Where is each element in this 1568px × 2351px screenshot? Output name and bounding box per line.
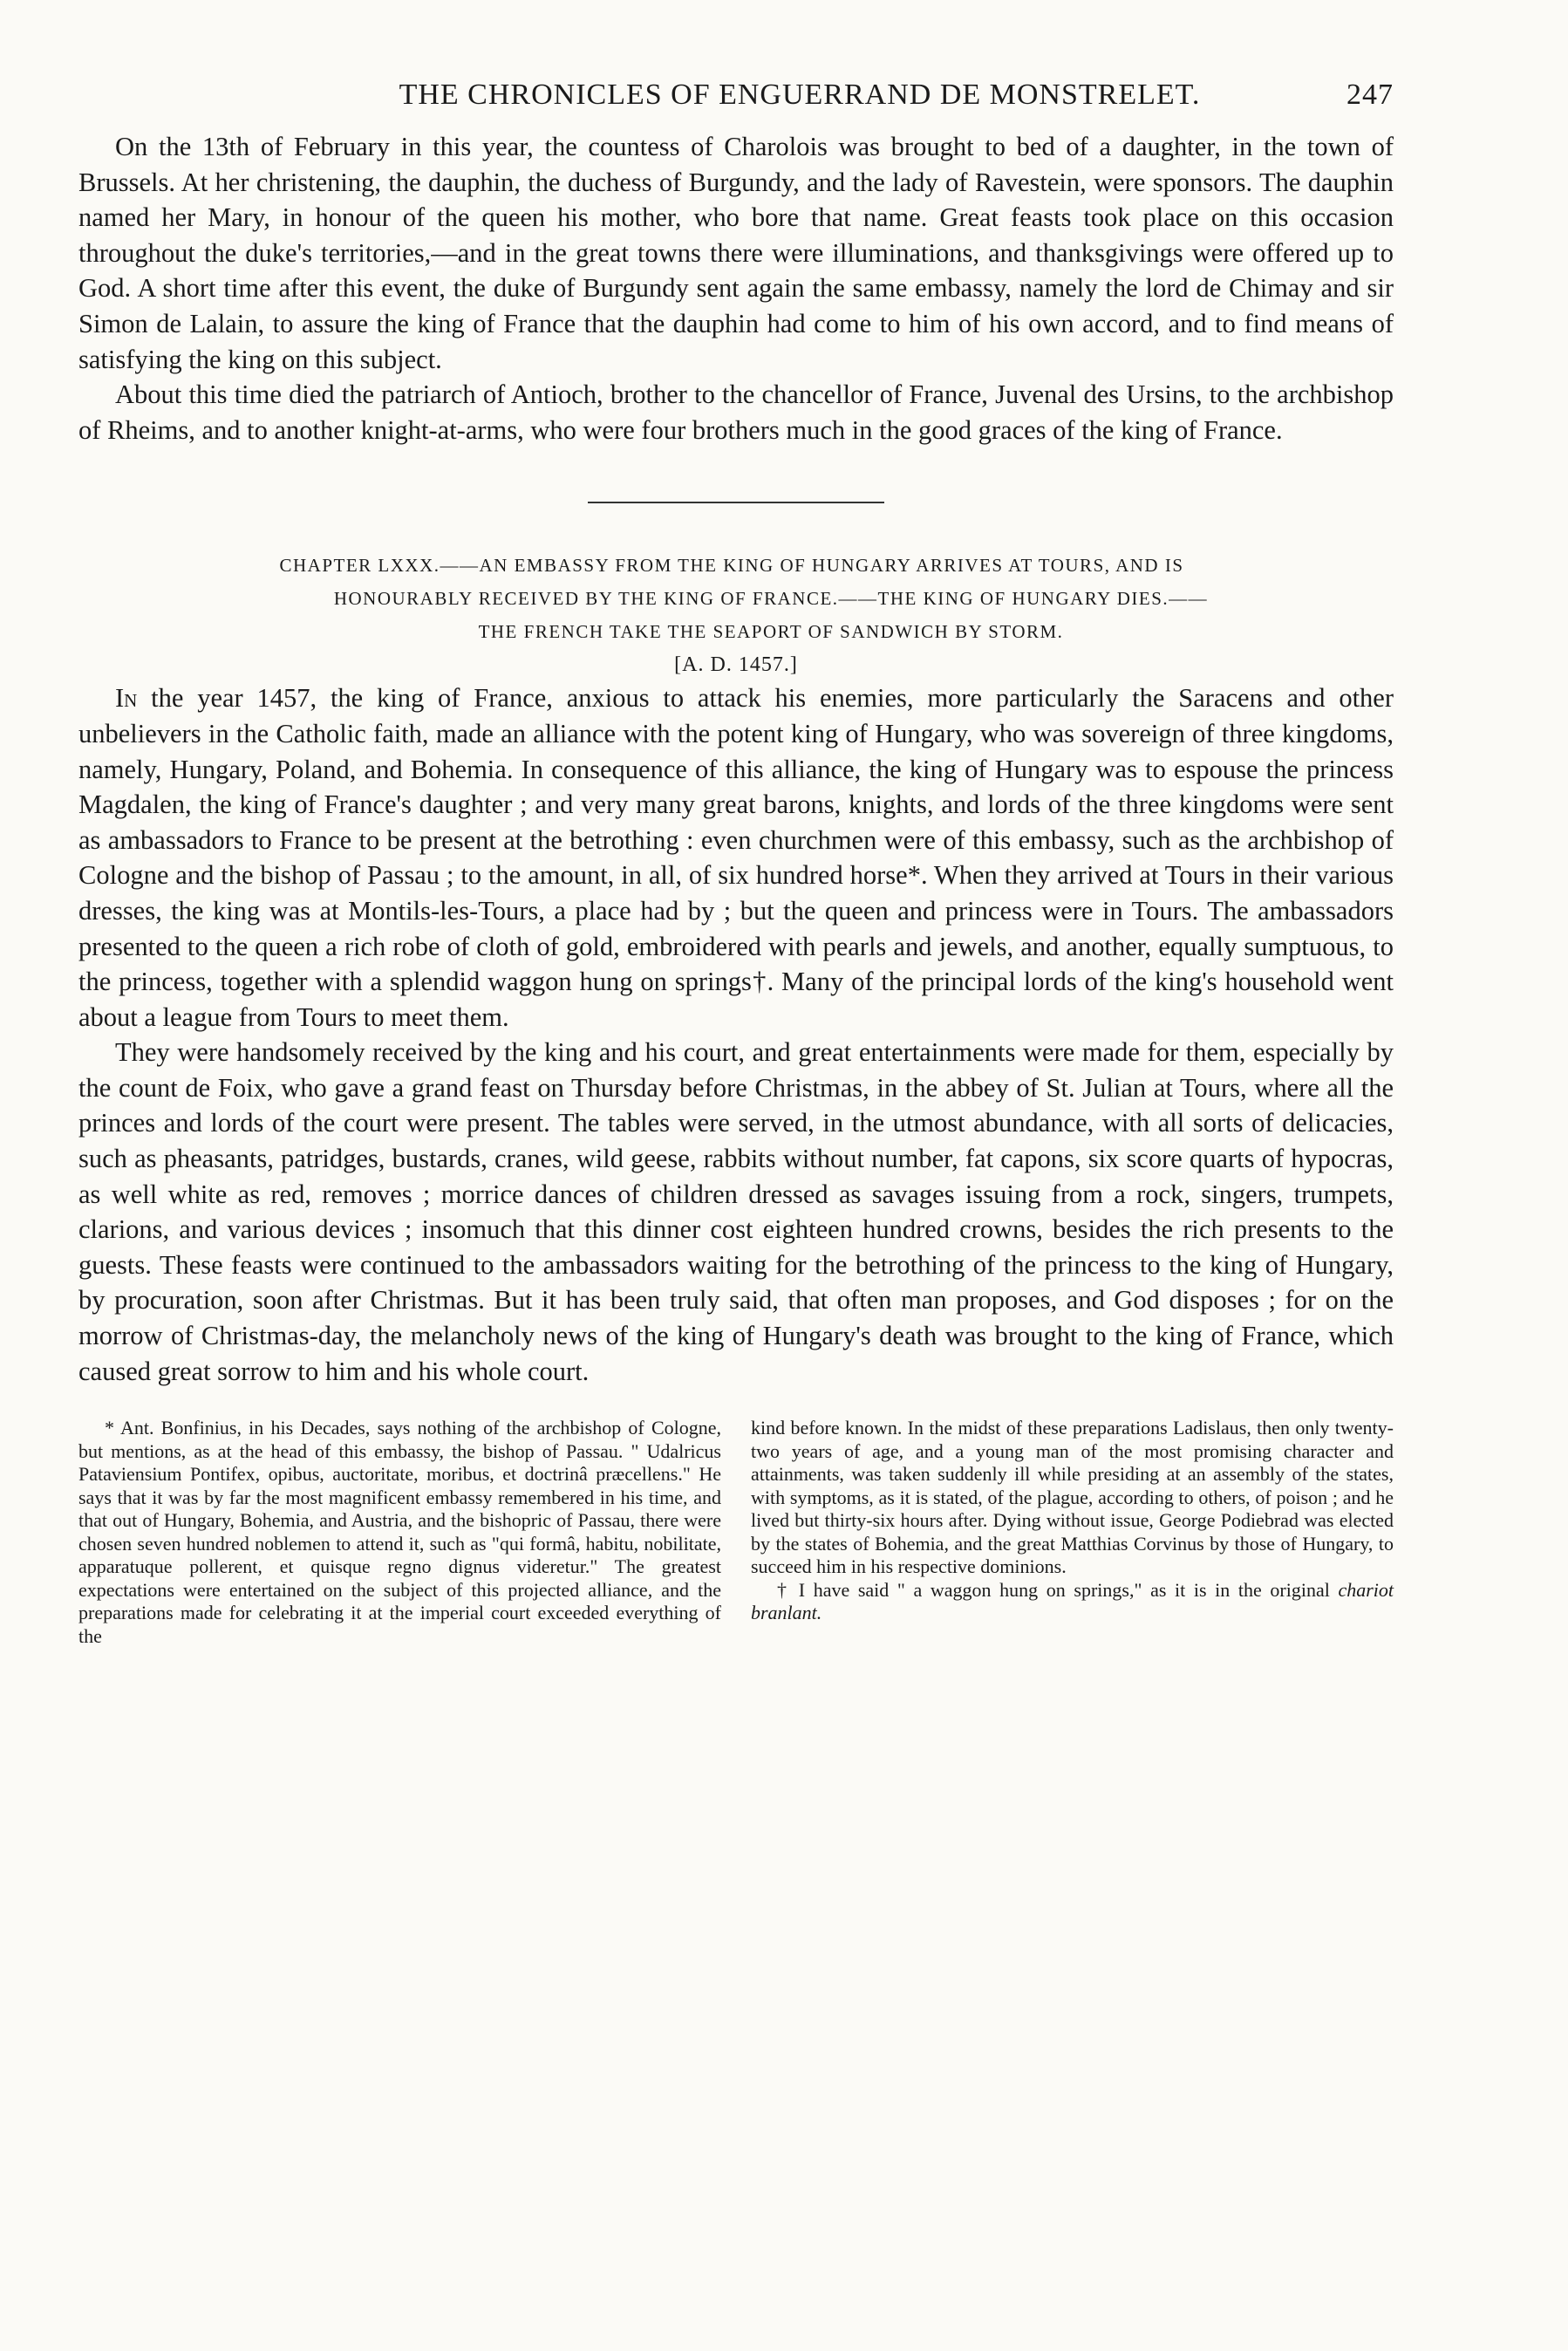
footnote-2 [751,1579,1394,1625]
running-head [253,79,1394,120]
footnote-1-continued: kind before known. In the midst of these preparations Ladislaus, then only twenty-two years of age, and a young man of the most promising character and attainments, was taken suddenly ill while presiding at an assembly of the states, with symptoms, as it is stated, of the plague, according to others, of poison ; and he lived but thirty-six hours after. Dying without issue, George Podiebrad was elected by the states of Bohemia, and the great Matthias Corvinus by those of Hungary, to succeed him in his respective dominions. [751,1417,1394,1578]
chapter-date: [A. D. 1457.] [674,653,798,677]
footnotes-left-column [78,1417,721,1648]
footnotes [78,1417,1394,1648]
chapter-paragraph-2: They were handsomely received by the king and his court, and great entertainments were made for them, especially by the count de Foix, who gave a grand feast on Thursday before Christmas, in the abbey of St. Julian at Tours, where all the princes and lords of the court were present. The tables were served, in the utmost abundance, with all sorts of delicacies, such as pheasants, patridges, bustards, cranes, wild geese, rabbits without number, fat capons, six score quarts of hypocras, as well white as red, removes ; morrice dances of children dressed as savages issuing from a rock, singers, trumpets, clarions, and various devices ; insomuch that this dinner cost eighteen hundred crowns, besides the rich presents to the guests. These feasts were continued to the ambassadors waiting for the betrothing of the princess to the king of Hungary, by procuration, soon after Christmas. But it has been truly said, that often man proposes, and God disposes ; for on the morrow of Christmas-day, the melancholy news of the king of Hungary's death was brought to the king of France, which caused great sorrow to him and his whole court. [78,1037,1394,1386]
chapter-first-word: In [115,683,138,714]
footnote-2-text: † I have said " a waggon hung on springs," as it is in the original [777,1578,1339,1601]
section-divider [588,502,884,503]
page-number: 247 [1346,79,1394,111]
intro-paragraph-1: On the 13th of February in this year, the countess of Charolois was brought to bed of a daughter, in the town of Brussels. At her christening, the dauphin, the duchess of Burgundy, and the lady of Ravestein, were sponsors. The dauphin named her Mary, in honour of the queen his mother, who bore that name. Great feasts took place on this occasion throughout the duke's territories,—and in the great towns there were illuminations, and thanksgivings were offered up to God. A short time after this event, the duke of Burgundy sent again the same embassy, namely the lord de Chimay and sir Simon de Lalain, to assure the king of France that the dauphin had come to him of his own accord, and to find means of satisfying the king on this subject. [78,132,1394,374]
footnote-1: * Ant. Bonfinius, in his Decades, says nothing of the archbishop of Cologne, but mentions, as at the head of this embassy, the bishop of Passau. " Udalricus Pataviensium Pontifex, opibus, auctoritate, moribus, et doctrinâ præcellens." He says that it was by far the most magnificent embassy remembered in his time, and that out of Hungary, Bohemia, and Austria, and the bishopric of Passau, there were chosen seven hundred noblemen to attend it, such as "qui formâ, habitu, nobilitate, apparatuque pollerent, et quisque regno dignus videretur." The greatest expectations were entertained on the subject of this projected alliance, and the preparations made for celebrating it at the imperial court exceeded everything of the [78,1417,721,1647]
chapter-heading [78,549,1394,648]
intro-paragraph-2: About this time died the patriarch of Antioch, brother to the chancellor of France, Juvenal des Ursins, to the archbishop of Rheims, and to another knight-at-arms, who were four brothers much in the good graces of the king of France. [78,379,1394,445]
footnote-2-italic: chariot branlant. [751,1578,1394,1624]
footnotes-right-column [751,1417,1394,1648]
running-head-title: THE CHRONICLES OF ENGUERRAND DE MONSTRELET. [399,79,1201,111]
page [78,79,1394,1648]
chapter-text [78,680,1394,1389]
intro-text [78,129,1394,448]
chapter-paragraph-1 [78,680,1394,1035]
chapter-heading-line-3: THE FRENCH TAKE THE SEAPORT OF SANDWICH BY STORM. [478,621,1064,643]
chapter-paragraph-1-text: the year 1457, the king of France, anxious to attack his enemies, more particularly the Saracens and other unbelievers in the Catholic faith, made an alliance with the potent king of Hungary, who was sovereign of three kingdoms, namely, Hungary, Poland, and Bohemia. In consequence of this alliance, the king of Hungary was to espouse the princess Magdalen, the king of France's daughter ; and very many great barons, knights, and lords of the three kingdoms were sent as ambassadors to France to be present at the betrothing : even churchmen were of this embassy, such as the archbishop of Cologne and the bishop of Passau ; to the amount, in all, of six hundred horse*. When they arrived at Tours in their various dresses, the king was at Montils-les-Tours, a place had by ; but the queen and princess were in Tours. The ambassadors presented to the queen a rich robe of cloth of gold, embroidered with pearls and jewels, and another, equally sumptuous, to the princess, together with a splendid waggon hung on springs†. Many of the principal lords of the king's household went about a league from Tours to meet them. [78,683,1394,1032]
chapter-heading-line-1: CHAPTER LXXX.——AN EMBASSY FROM THE KING OF HUNGARY ARRIVES AT TOURS, AND IS [279,555,1184,577]
chapter-heading-line-2: HONOURABLY RECEIVED BY THE KING OF FRANCE.——THE KING OF HUNGARY DIES.—— [333,588,1209,610]
